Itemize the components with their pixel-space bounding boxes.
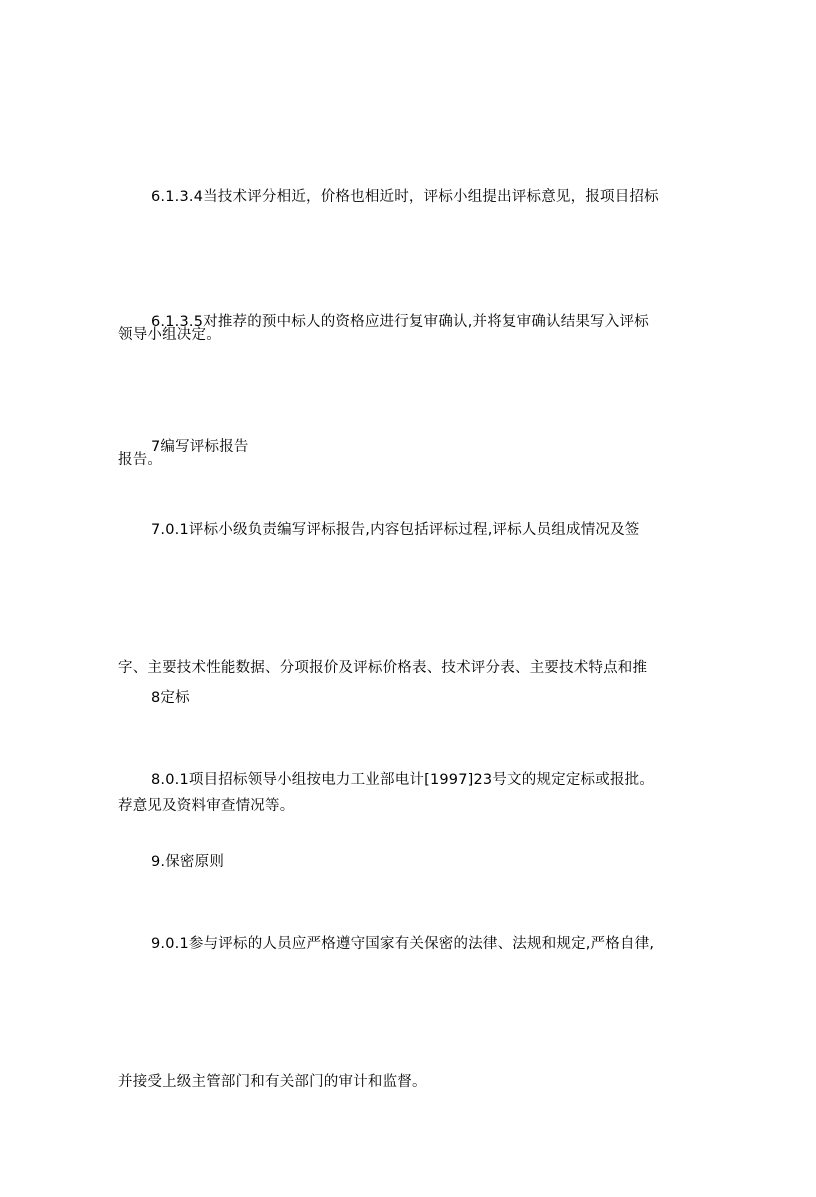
paragraph-line: 并接受上级主管部门和有关部门的审计和监督。 bbox=[118, 1074, 427, 1090]
paragraph-line: 报告。 bbox=[118, 452, 163, 468]
paragraph-line: 6.1.3.4当技术评分相近，价格也相近时，评标小组提出评标意见，报项目招标 bbox=[151, 189, 659, 205]
paragraph-9-0-1 bbox=[118, 829, 702, 1197]
paragraph-line: 7.0.1评标小级负责编写评标报告,内容包括评标过程,评标人员组成情况及签 bbox=[151, 522, 640, 538]
paragraph-line: 领导小组决定。 bbox=[118, 327, 221, 343]
paragraph-line: 字、主要技术性能数据、分项报价及评标价格表、技术评分表、主要技术特点和推 bbox=[118, 660, 648, 676]
paragraph-line: 8.0.1项目招标领导小组按电力工业部电计[1997]23号文的规定定标或报批。 bbox=[151, 772, 655, 788]
heading-line: 8定标 bbox=[151, 690, 190, 706]
paragraph-line: 荐意见及资料审查情况等。 bbox=[118, 798, 295, 814]
heading-line: 9.保密原则 bbox=[151, 854, 225, 870]
paragraph-line: 9.0.1参与评标的人员应严格遵守国家有关保密的法律、法规和规定,严格自律, bbox=[151, 936, 655, 952]
paragraph-line: 6.1.3.5对推荐的预中标人的资格应进行复审确认,并将复审确认结果写入评标 bbox=[151, 314, 649, 330]
heading-line: 7编写评标报告 bbox=[151, 439, 249, 455]
